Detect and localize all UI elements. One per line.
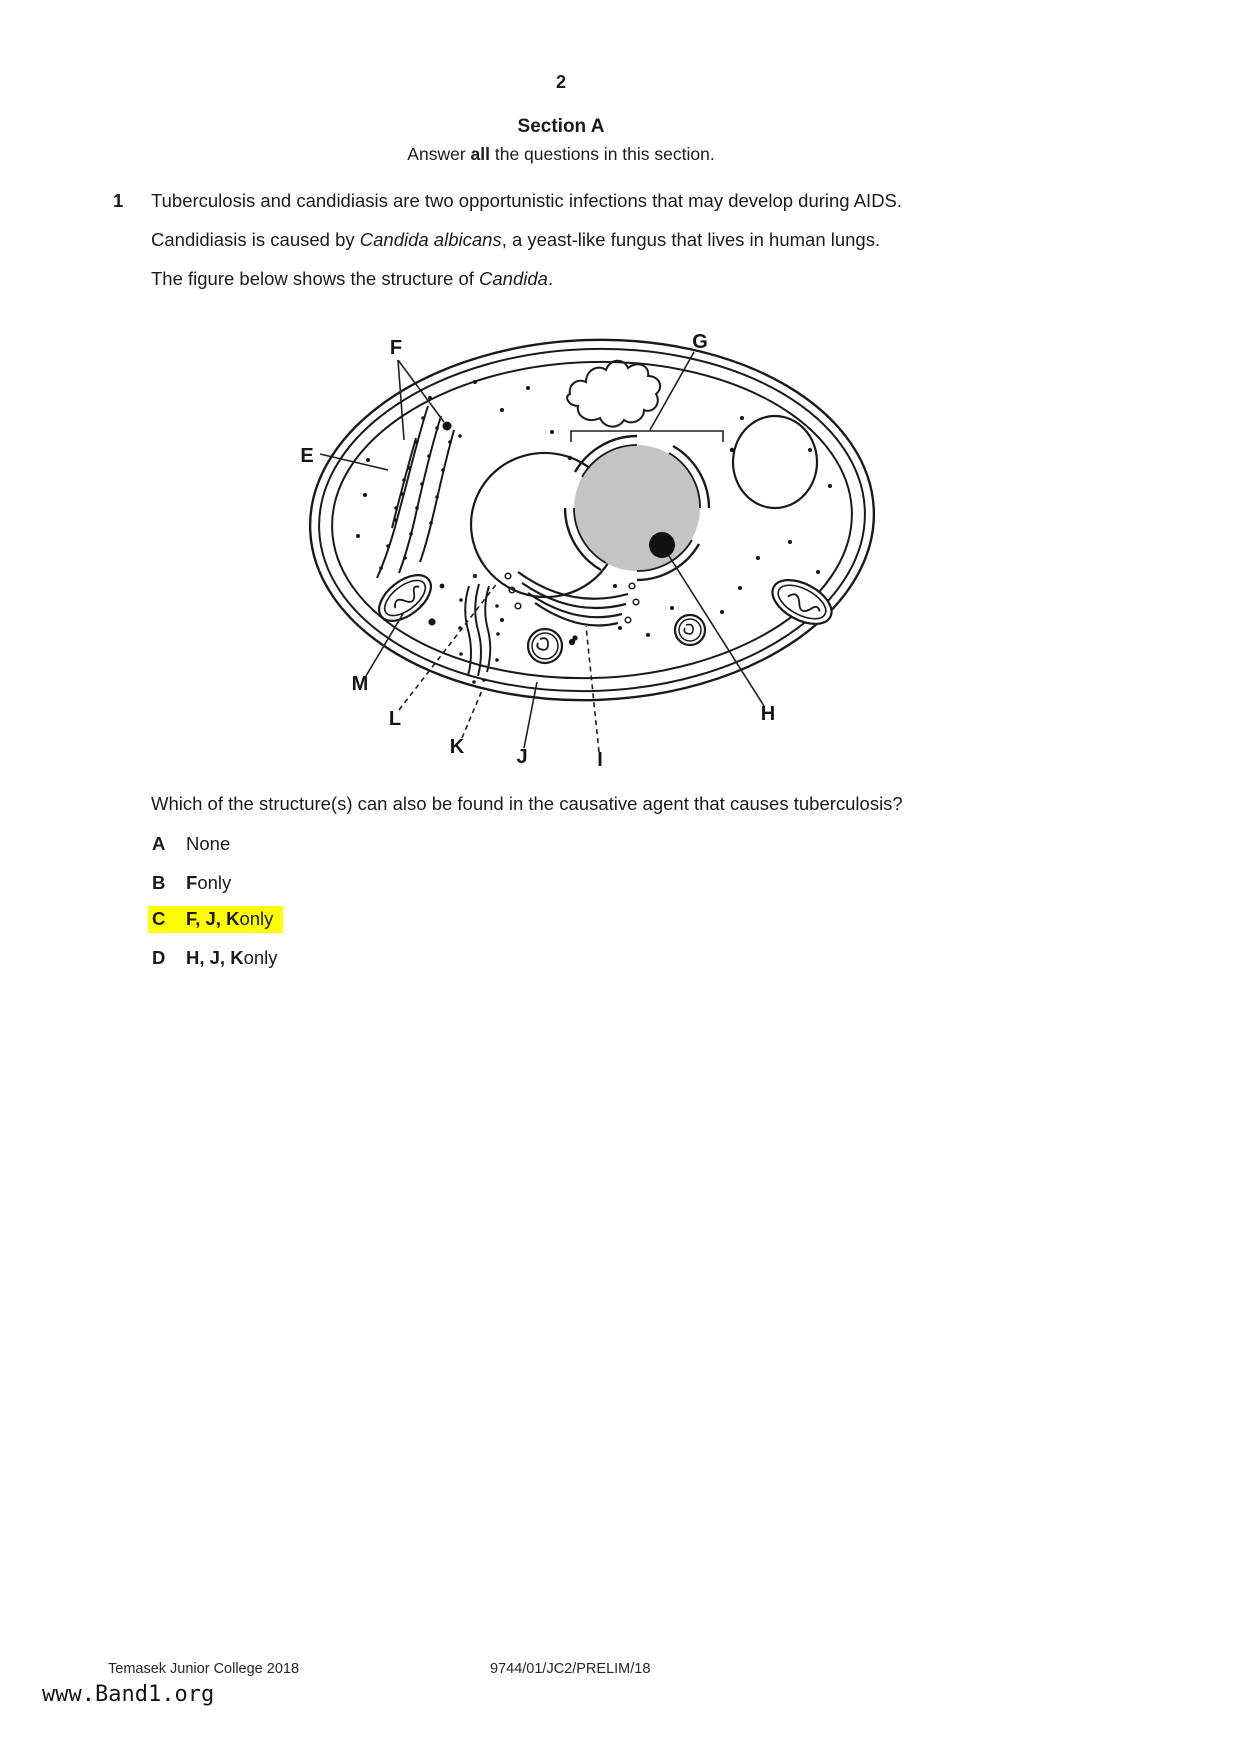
instruction-pre: Answer — [407, 144, 471, 164]
footer-paper-code: 9744/01/JC2/PRELIM/18 — [490, 1661, 651, 1677]
option-bold-part: H, J, K — [186, 947, 244, 968]
right-vacuole — [733, 416, 817, 508]
line3-post: . — [547, 268, 554, 289]
figure-label-G: G — [692, 331, 708, 353]
option-rest: only — [243, 947, 278, 968]
option-rest: only — [197, 872, 232, 893]
option-A — [148, 831, 240, 858]
leader-I — [586, 626, 599, 752]
option-B — [148, 870, 241, 897]
option-row-C — [148, 906, 283, 933]
option-row-B — [148, 870, 241, 897]
leader-E — [320, 454, 388, 470]
line3-pre: The figure below shows the structure of — [151, 268, 480, 289]
instruction-post: the questions in this section. — [489, 144, 715, 164]
figure-label-K: K — [449, 736, 465, 758]
question-prompt: Which of the structure(s) can also be found in the causative agent that causes tuberculosis? — [151, 793, 903, 814]
figure-label-I: I — [597, 749, 603, 771]
line2-species-name: Candida albicans — [359, 229, 502, 250]
question-line-1: Tuberculosis and candidiasis are two opportunistic infections that may develop during AIDS. — [151, 190, 903, 211]
leader-G — [650, 352, 694, 430]
figure-label-L: L — [388, 708, 402, 730]
watermark-url: www.Band1.org — [42, 1682, 215, 1707]
golgi-apparatus — [518, 572, 628, 626]
nucleus-bracket — [571, 431, 723, 442]
vesicle-organelle-2 — [675, 615, 705, 645]
branched-organelle — [567, 361, 660, 427]
question-number: 1 — [113, 190, 124, 211]
rough-er-left — [377, 406, 454, 578]
section-title: Section A — [517, 116, 605, 137]
option-row-D — [148, 945, 288, 972]
nucleolus — [649, 532, 675, 558]
option-bold-part: F, J, K — [186, 908, 240, 929]
question-line-2 — [151, 229, 880, 251]
option-bold-part: F — [186, 872, 198, 893]
option-letter: C — [152, 908, 166, 929]
leader-K — [462, 688, 483, 738]
leader-F-2 — [398, 360, 444, 422]
question-line-3 — [151, 268, 553, 290]
footer-school: Temasek Junior College 2018 — [108, 1661, 300, 1677]
option-row-A — [148, 831, 240, 858]
line2-post: , a yeast-like fungus that lives in human lungs. — [501, 229, 881, 250]
figure-label-H: H — [760, 703, 776, 725]
leader-J — [524, 682, 537, 748]
vesicle-organelle-1 — [528, 629, 562, 663]
option-rest: None — [186, 833, 231, 854]
option-rest: only — [239, 908, 274, 929]
free-ribosome-dot — [443, 422, 452, 431]
line3-species-name: Candida — [479, 268, 548, 289]
candida-cell-figure — [270, 290, 890, 780]
figure-label-E: E — [300, 445, 314, 467]
figure-label-M: M — [351, 673, 369, 695]
instruction-bold: all — [470, 144, 490, 164]
line2-pre: Candidiasis is caused by — [151, 229, 360, 250]
option-letter: B — [152, 872, 166, 893]
section-instruction — [407, 144, 714, 165]
option-letter: A — [152, 833, 166, 854]
figure-label-F: F — [389, 337, 403, 359]
option-D — [148, 945, 288, 972]
figure-label-J: J — [516, 746, 528, 768]
page-number: 2 — [555, 72, 567, 92]
option-letter: D — [152, 947, 166, 968]
option-C-highlighted — [148, 906, 283, 933]
